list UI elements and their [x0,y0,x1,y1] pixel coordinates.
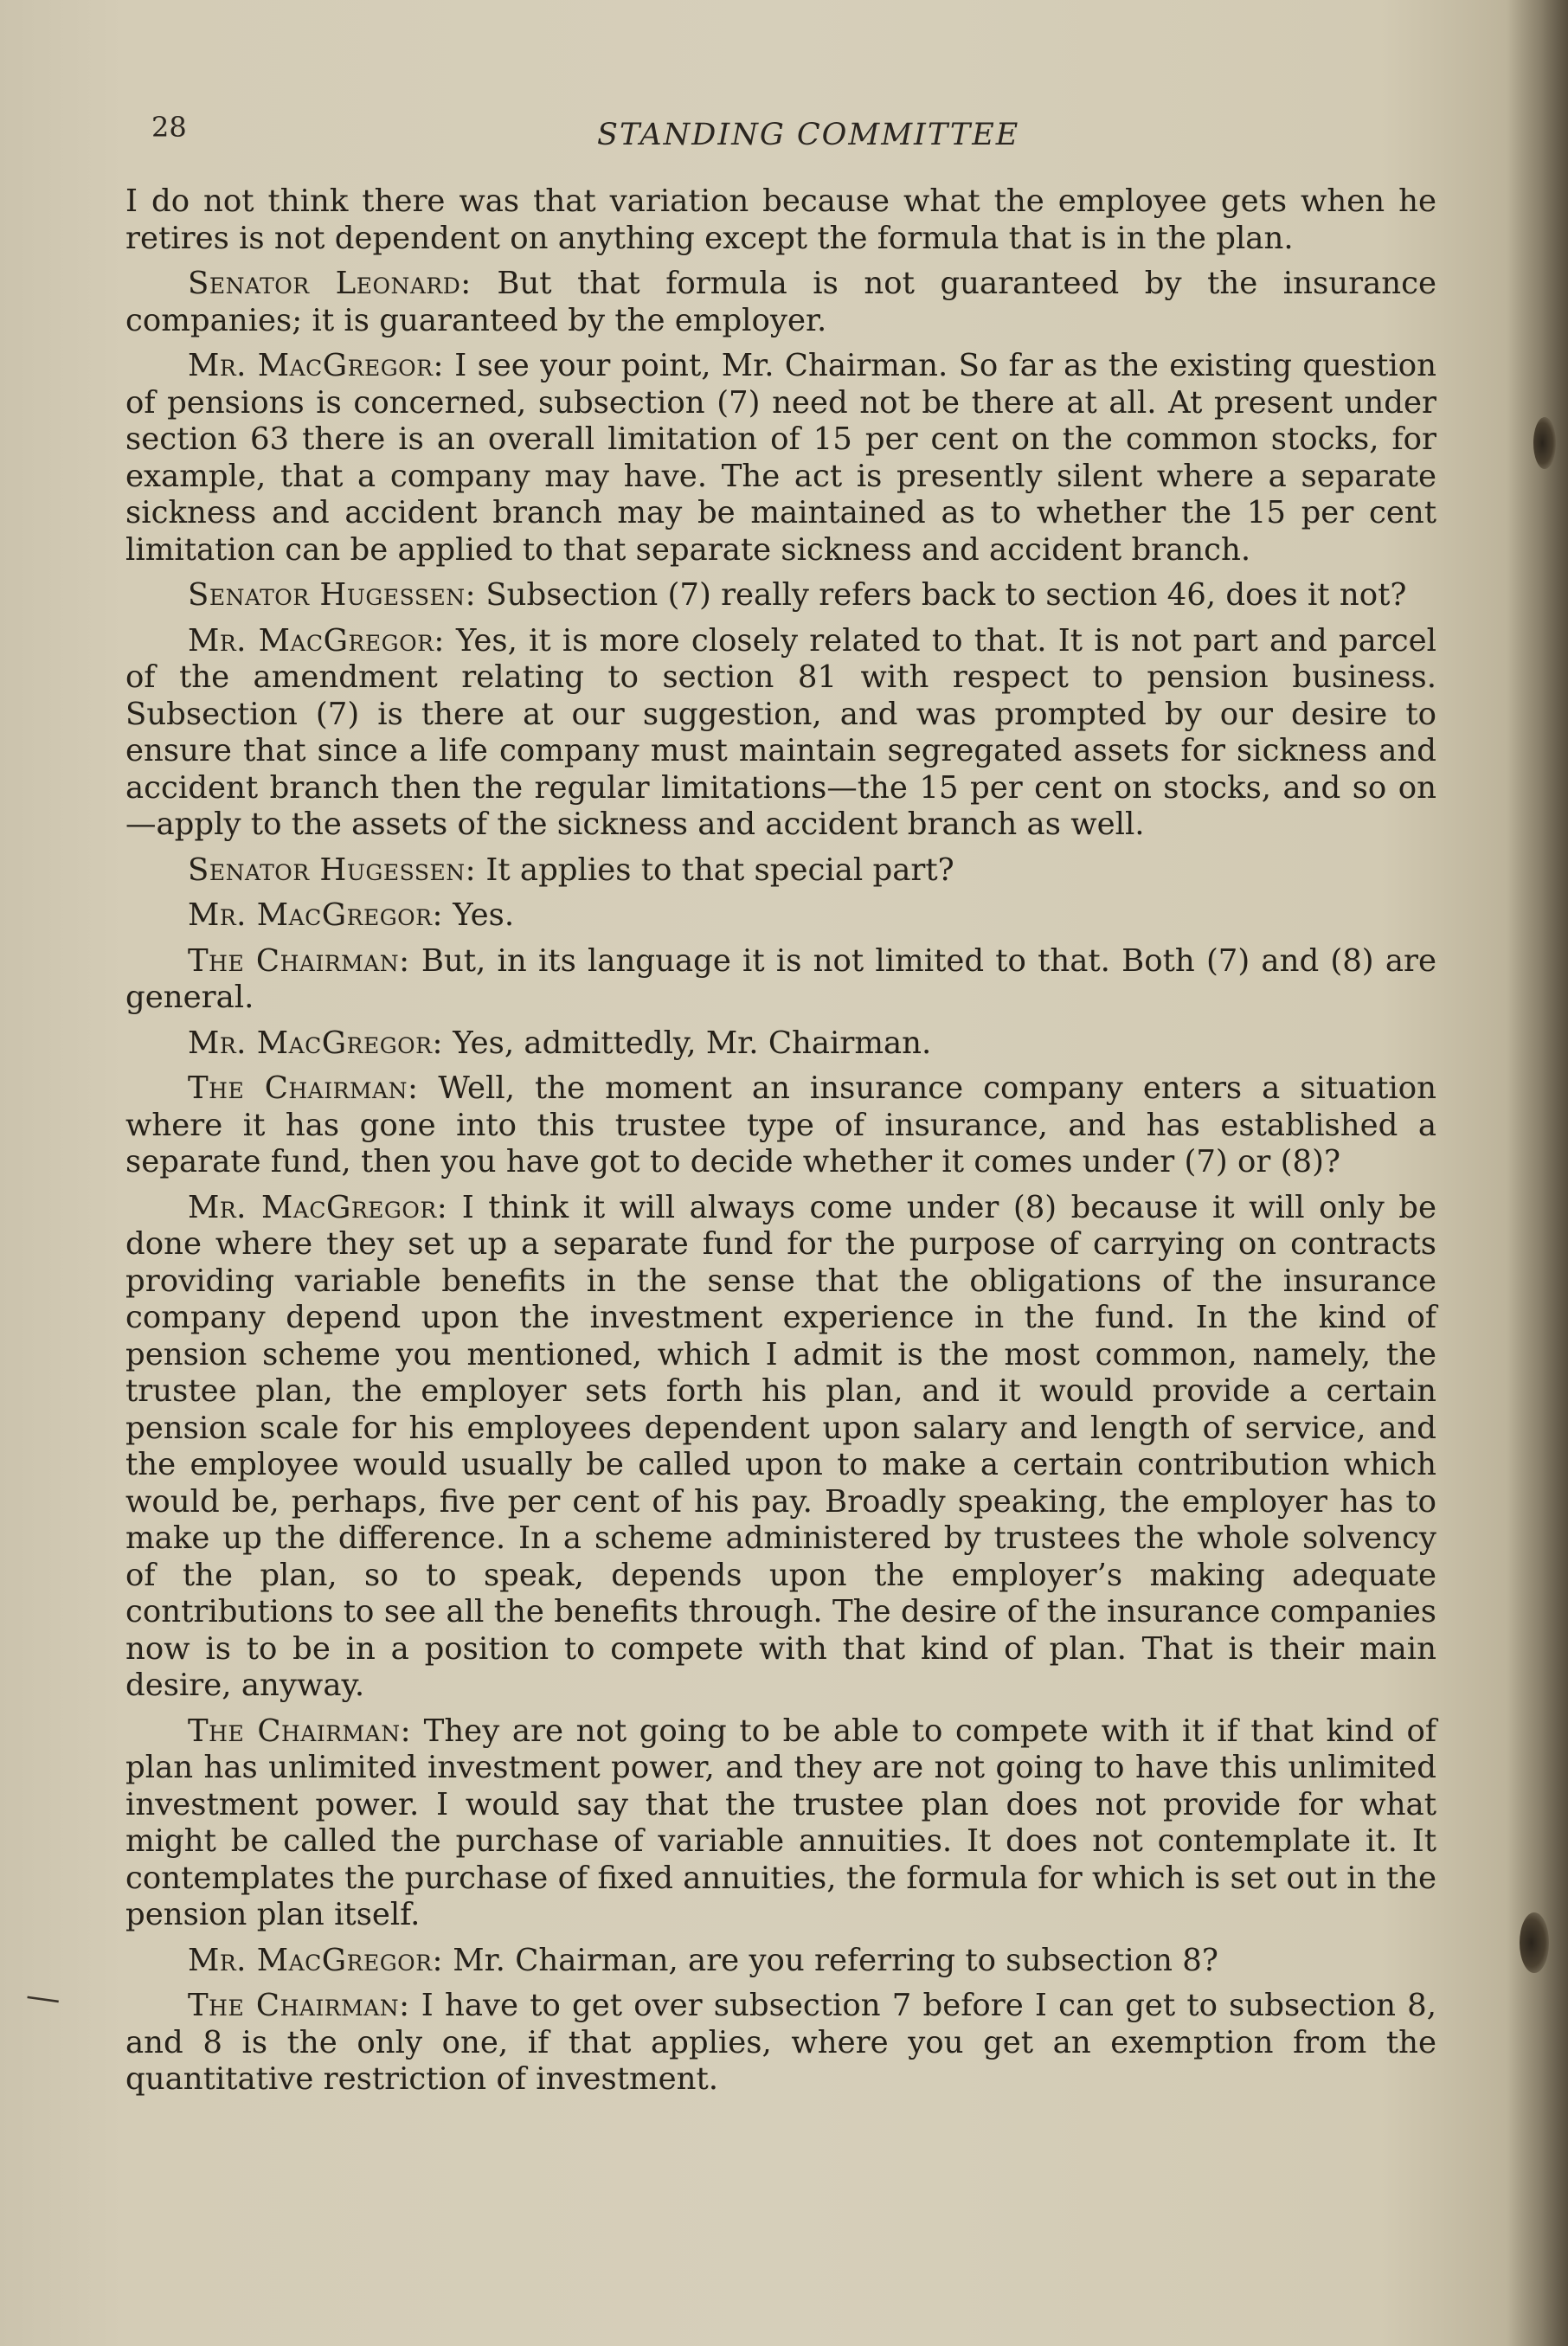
page-number: 28 [151,111,187,144]
binding-shadow [1507,0,1568,2346]
margin-mark-icon: — [22,1975,64,2020]
paragraph [125,897,1436,935]
paragraph [125,1070,1436,1181]
speaker-name: Mr. MacGregor: [188,1189,448,1225]
speaker-name: The Chairman: [188,1070,419,1106]
paragraph-text: Mr. Chairman, are you referring to subsection 8? [442,1942,1218,1978]
paragraph-text: They are not going to be able to compete with it if that kind of plan has unlimited investment power, and they are not going to have this unlimited investment power. I would say that the trustee plan does not provide for what might be called the purchase of variable annuities. It does not contemplate it. It contemplates the purchase of fixed annuities, the formula for which is set out in the pension plan itself. [125,1713,1437,1932]
paragraph-text: I see your point, Mr. Chairman. So far as the existing question of pensions is concerned, subsection (7) need not be there at all. At present under section 63 there is an overall limitation of 15 per cent on the common stocks, for example, that a company may have. The act is presently silent where a separate sickness and accident branch may be maintained as to whether the 15 per cent limitation can be applied to that separate sickness and accident branch. [125,348,1436,568]
paragraph-text: I have to get over subsection 7 before I can get to subsection 8, and 8 is the only one, if that applies, where you get an exemption from the quantitative restriction of investment. [125,1988,1436,2097]
speaker-name: Senator Leonard: [188,266,472,301]
speaker-name: Senator Hugessen: [188,852,477,888]
paragraph [125,1988,1436,2099]
paragraph [125,1025,1436,1063]
page-header [151,111,1432,163]
paragraph [125,852,1436,890]
speaker-name: Senator Hugessen: [188,577,477,613]
paragraph-text: I do not think there was that variation because what the employee gets when he retires is not dependent on anything except the formula that is in the plan. [125,183,1436,256]
paragraph [125,943,1436,1017]
binding-hole-icon [1520,1912,1549,1973]
paragraph-text: I think it will always come under (8) because it will only be done where they set up a separate fund for the purpose of carrying on contracts providing variable benefits in the sense that the obligations of the insurance company depend upon the investment experience in the fund. In the kind of pension scheme you mentioned, which I admit is the most common, namely, the trustee plan, the employer sets forth his plan, and it would provide a certain pension scale for his employees dependent upon salary and length of service, and the employee would usually be called upon to make a certain contribution which would be, perhaps, five per cent of his pay. Broadly speaking, the employer has to make up the difference. In a scheme administered by trustees the whole solvency of the plan, so to speak, depends upon the employer’s making adequate contributions to see all the benefits through. The desire of the insurance companies now is to be in a position to compete with that kind of plan. That is their main desire, anyway. [125,1189,1436,1703]
speaker-name: The Chairman: [188,942,410,979]
paragraph [125,266,1436,339]
paragraph [125,1713,1436,1934]
speaker-name: The Chairman: [188,1988,410,2023]
transcript-body [125,183,1436,2107]
paragraph [125,183,1436,257]
paragraph-text: Yes, admittedly, Mr. Chairman. [442,1025,932,1061]
paragraph-text: But that formula is not guaranteed by the insurance companies; it is guaranteed by the employer. [125,266,1436,338]
paragraph [125,348,1436,569]
paragraph-text: Subsection (7) really refers back to section 46, does it not? [476,577,1407,613]
running-title: STANDING COMMITTEE [597,118,1020,152]
binding-hole-icon [1533,417,1556,469]
paragraph-text: Yes. [442,897,515,933]
paragraph-text: Well, the moment an insurance company enters a situation where it has gone into this trustee type of insurance, and has established a separate fund, then you have got to decide whether it comes under (7) or (8)? [125,1070,1436,1179]
paragraph-text: But, in its language it is not limited to that. Both (7) and (8) are general. [125,942,1437,1015]
speaker-name: Mr. MacGregor: [188,348,444,383]
paragraph [125,1190,1436,1705]
speaker-name: Mr. MacGregor: [188,1942,443,1978]
speaker-name: Mr. MacGregor: [188,897,443,933]
paragraph-text: It applies to that special part? [476,852,954,888]
paragraph [125,1943,1436,1980]
speaker-name: The Chairman: [188,1713,412,1749]
paragraph-text: Yes, it is more closely related to that. It is not part and parcel of the amendment relating to section 81 with respect to pension business. Subsection (7) is there at our suggestion, and was prompted by our desire to ensure that since a life company must maintain segregated assets for sickness and accident branch then the regular limitations—the 15 per cent on stocks, and so on—apply to the assets of the sickness and accident branch as well. [125,622,1436,842]
paragraph [125,623,1436,844]
paragraph [125,577,1436,614]
speaker-name: Mr. MacGregor: [188,622,445,659]
speaker-name: Mr. MacGregor: [188,1025,443,1061]
